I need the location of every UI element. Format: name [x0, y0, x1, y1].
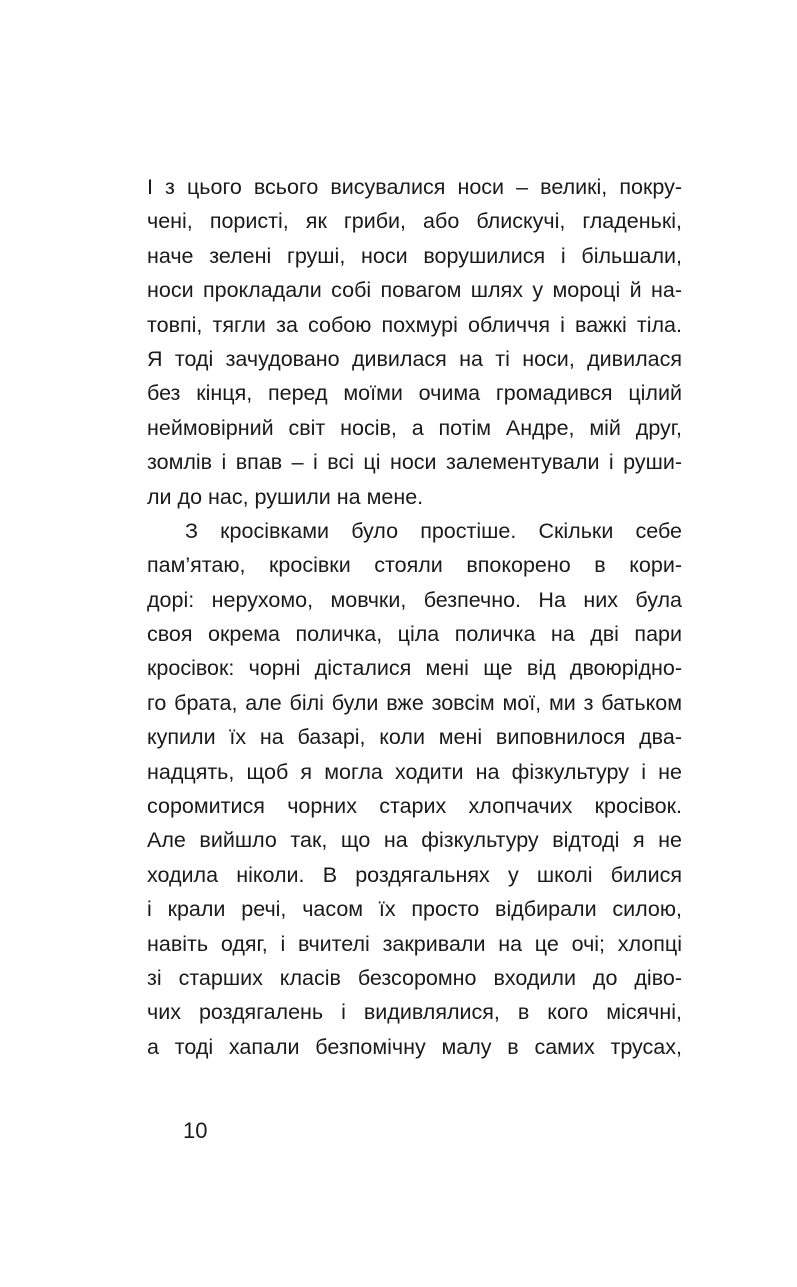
text-line: чені, пористі, як гриби, або блискучі, гладенькі, — [147, 209, 682, 234]
text-line: ходила ніколи. В роздягальнях у школі билися — [147, 862, 682, 887]
paragraph-2 — [147, 514, 682, 1064]
text-line: товпі, тягли за собою похмурі обличчя і важкі тіла. — [147, 312, 682, 337]
text-line: ли до нас, рушили на мене. — [147, 484, 424, 509]
text-line: без кінця, перед моїми очима громадився цілий — [147, 381, 682, 406]
text-line: зомлів і впав – і всі ці носи залементували і руши- — [147, 450, 682, 475]
text-line: надцять, щоб я могла ходити на фізкультуру і не — [147, 759, 682, 784]
text-line: і крали речі, часом їх просто відбирали силою, — [147, 897, 682, 922]
text-line: кросівок: чорні дісталися мені ще від двоюрідно- — [147, 656, 682, 681]
text-line: Але вийшло так, що на фізкультуру відтоді я не — [147, 828, 682, 853]
text-line: а тоді хапали безпомічну малу в самих трусах, — [147, 1034, 682, 1059]
text-line: дорі: нерухомо, мовчки, безпечно. На них була — [147, 587, 682, 612]
text-line: зі старших класів безсоромно входили до діво- — [147, 965, 682, 990]
page-body-text — [147, 170, 682, 1064]
text-line: наче зелені груші, носи ворушилися і більшали, — [147, 243, 682, 268]
text-line: Я тоді зачудовано дивилася на ті носи, дивилася — [147, 346, 682, 371]
paragraph-1 — [147, 170, 682, 514]
text-line: соромитися чорних старих хлопчачих кросівок. — [147, 794, 682, 819]
text-line: навіть одяг, і вчителі закривали на це очі; хлопці — [147, 931, 682, 956]
text-line: чих роздягалень і видивлялися, в кого місячні, — [147, 1000, 682, 1025]
text-line: го брата, але білі були вже зовсім мої, ми з батьком — [147, 690, 682, 715]
text-line: З кросівками було простіше. Скільки себе — [185, 518, 682, 543]
text-line: пам’ятаю, кросівки стояли впокорено в кори- — [147, 553, 682, 578]
text-line: носи прокладали собі повагом шлях у мороці й на- — [147, 278, 682, 303]
text-line: своя окрема поличка, ціла поличка на дві пари — [147, 622, 682, 647]
text-line: купили їх на базарі, коли мені виповнилося два- — [147, 725, 682, 750]
text-line: І з цього всього висувалися носи – великі, покру- — [147, 175, 682, 199]
page-number: 10 — [183, 1118, 208, 1143]
text-line: неймовірний світ носів, а потім Андре, мій друг, — [147, 415, 682, 440]
